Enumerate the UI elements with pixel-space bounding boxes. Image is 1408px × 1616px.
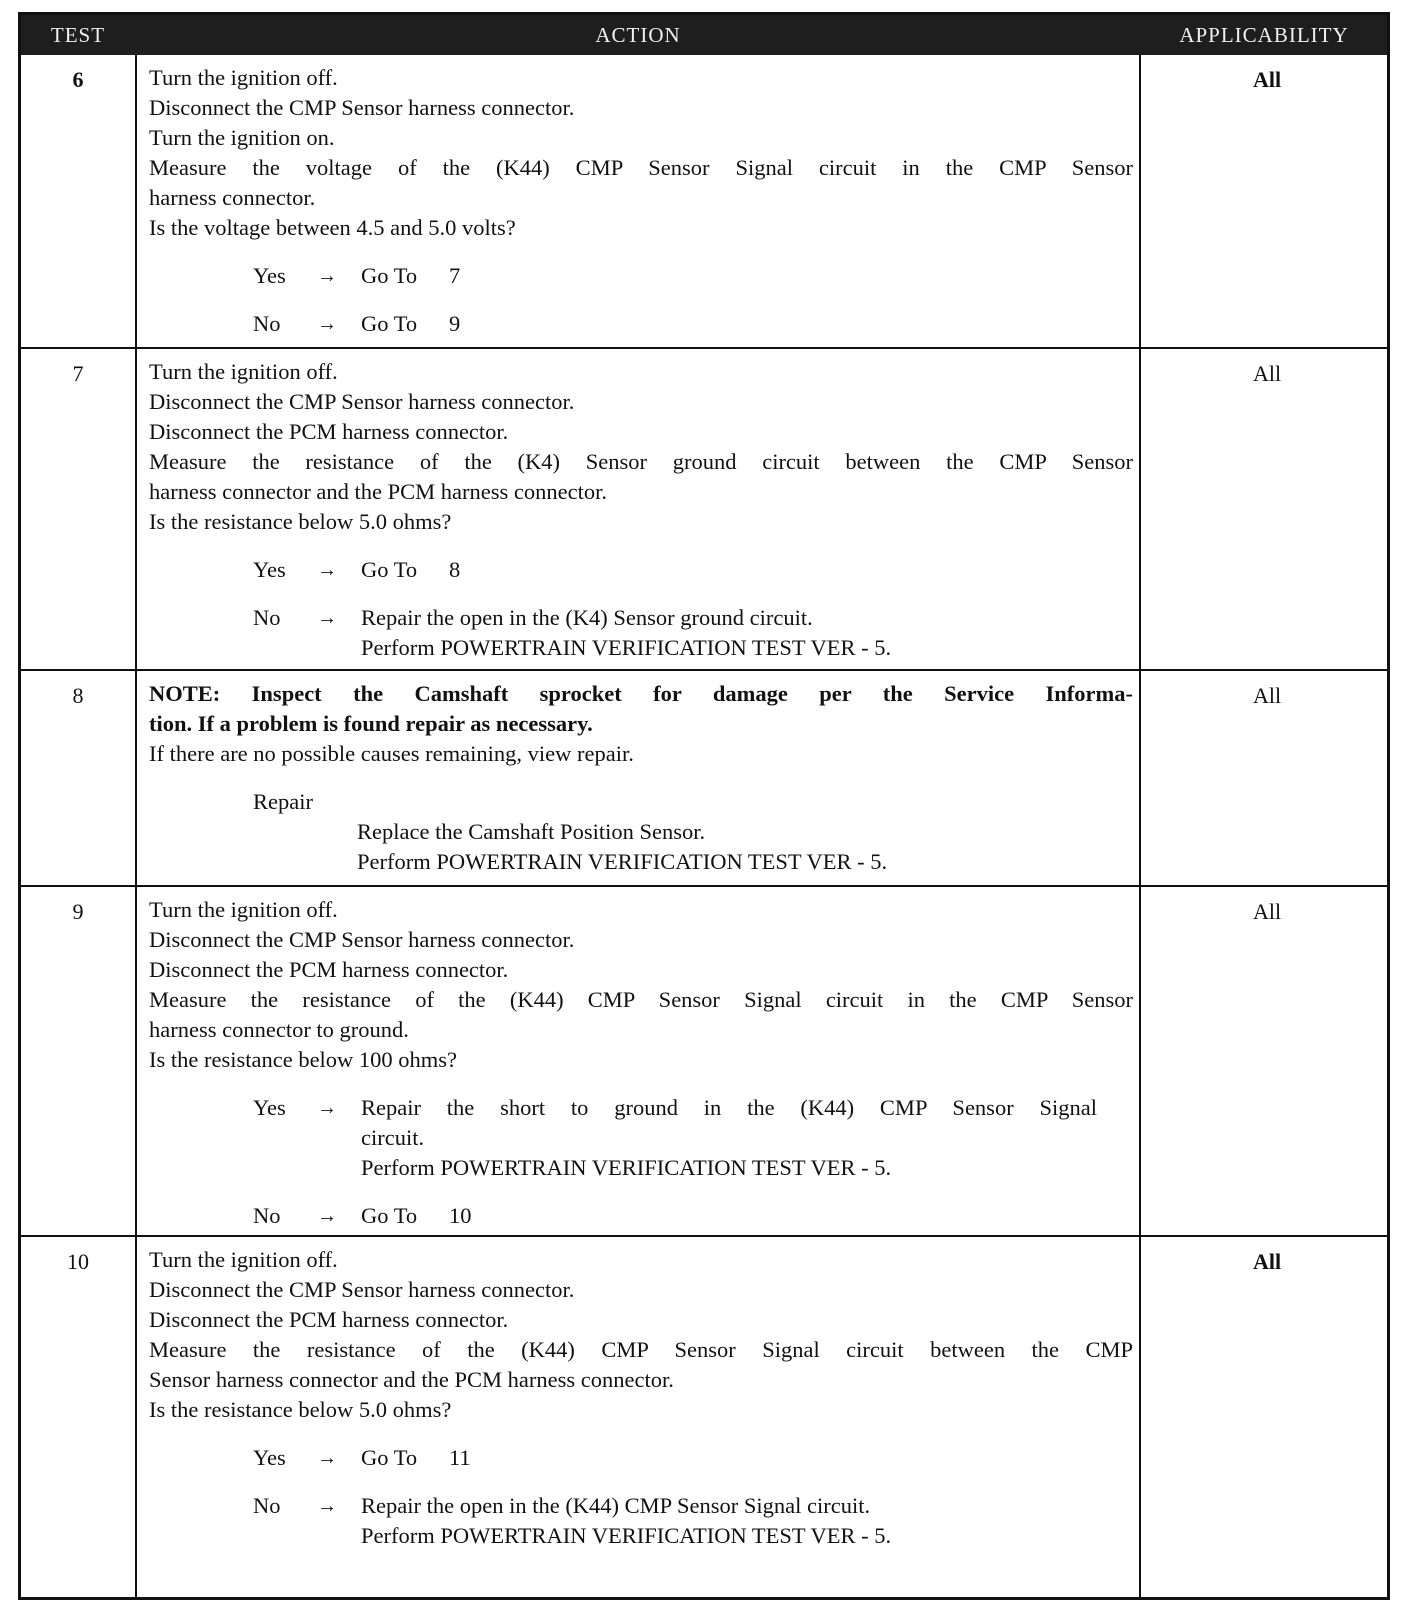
yes-label: Yes [253, 263, 286, 288]
goto-text: Go To [361, 1445, 418, 1470]
action-line: Measure the resistance of the (K44) CMP Sensor Signal circuit between the CMP [149, 1337, 1133, 1362]
repair-line: Perform POWERTRAIN VERIFICATION TEST VER - 5. [357, 849, 888, 874]
goto-target: 7 [449, 263, 461, 288]
arrow-icon: → [317, 313, 337, 335]
applicability-value: All [1252, 361, 1282, 386]
header-applicability: APPLICABILITY [1179, 23, 1349, 47]
action-line: Turn the ignition off. [149, 65, 338, 90]
action-cell [149, 63, 1133, 339]
note-line: tion. If a problem is found repair as necessary. [149, 711, 593, 736]
action-line: Measure the resistance of the (K44) CMP Sensor Signal circuit in the CMP Sensor [149, 987, 1133, 1012]
note-line: NOTE: Inspect the Camshaft sprocket for damage per the Service Informa- [149, 681, 1133, 706]
applicability-value: All [1252, 899, 1282, 924]
applicability-value: All [1252, 683, 1282, 708]
action-line: Sensor harness connector and the PCM harness connector. [149, 1367, 674, 1392]
arrow-icon: → [317, 1205, 337, 1227]
arrow-icon: → [317, 607, 337, 629]
action-line: Disconnect the CMP Sensor harness connector. [149, 389, 575, 414]
test-number: 10 [67, 1249, 89, 1274]
goto-text: Go To [361, 557, 418, 582]
arrow-icon: → [317, 559, 337, 581]
no-label: No [253, 1493, 281, 1518]
result-line: circuit. [361, 1125, 425, 1150]
table-row [21, 669, 1387, 885]
goto-target: 11 [449, 1445, 471, 1470]
action-line: Measure the resistance of the (K4) Sensor ground circuit between the CMP Sensor [149, 449, 1133, 474]
test-number: 8 [72, 683, 84, 708]
goto-target: 8 [449, 557, 461, 582]
action-line: Turn the ignition on. [149, 125, 335, 150]
goto-target: 10 [449, 1203, 472, 1228]
action-line: Disconnect the CMP Sensor harness connector. [149, 927, 575, 952]
action-line: Disconnect the CMP Sensor harness connector. [149, 1277, 575, 1302]
test-number: 9 [72, 899, 84, 924]
action-line: If there are no possible causes remaining, view repair. [149, 741, 634, 766]
result-line: Perform POWERTRAIN VERIFICATION TEST VER - 5. [361, 635, 892, 660]
result-line: Repair the open in the (K44) CMP Sensor Signal circuit. [361, 1493, 871, 1518]
yes-answer [149, 1093, 1133, 1183]
action-line: Disconnect the PCM harness connector. [149, 957, 509, 982]
action-cell [149, 679, 1133, 877]
repair-label: Repair [253, 789, 313, 814]
arrow-icon: → [317, 1097, 337, 1119]
action-line: Is the resistance below 5.0 ohms? [149, 1397, 452, 1422]
yes-label: Yes [253, 1095, 286, 1120]
action-line: Measure the voltage of the (K44) CMP Sensor Signal circuit in the CMP Sensor [149, 155, 1133, 180]
action-cell [149, 357, 1133, 663]
yes-label: Yes [253, 557, 286, 582]
header-test: TEST [50, 23, 106, 47]
action-line: Turn the ignition off. [149, 359, 338, 384]
table-row [21, 55, 1387, 349]
applicability-value: All [1252, 1249, 1282, 1274]
result-line: Perform POWERTRAIN VERIFICATION TEST VER - 5. [361, 1523, 892, 1548]
table-row [21, 1235, 1387, 1597]
arrow-icon: → [317, 1447, 337, 1469]
action-cell [149, 895, 1133, 1231]
header-action: ACTION [595, 23, 681, 47]
no-label: No [253, 311, 281, 336]
no-answer [149, 603, 1133, 663]
applicability-value: All [1252, 67, 1282, 92]
table-row [21, 885, 1387, 1235]
action-line: harness connector to ground. [149, 1017, 409, 1042]
no-answer [149, 1201, 1133, 1231]
action-line: Is the resistance below 100 ohms? [149, 1047, 458, 1072]
no-label: No [253, 605, 281, 630]
action-line: Is the voltage between 4.5 and 5.0 volts? [149, 215, 516, 240]
yes-answer [149, 1443, 1133, 1473]
result-line: Repair the short to ground in the (K44) CMP Sensor Signal [361, 1095, 1097, 1120]
result-line: Repair the open in the (K4) Sensor ground circuit. [361, 605, 813, 630]
repair-steps [357, 817, 1133, 877]
action-line: Is the resistance below 5.0 ohms? [149, 509, 452, 534]
goto-text: Go To [361, 311, 418, 336]
action-cell [149, 1245, 1133, 1551]
arrow-icon: → [317, 1495, 337, 1517]
no-answer [149, 1491, 1133, 1551]
action-line: Turn the ignition off. [149, 897, 338, 922]
table-header [21, 15, 1387, 55]
yes-label: Yes [253, 1445, 286, 1470]
result-line: Perform POWERTRAIN VERIFICATION TEST VER - 5. [361, 1155, 892, 1180]
action-line: harness connector and the PCM harness connector. [149, 479, 607, 504]
no-label: No [253, 1203, 281, 1228]
arrow-icon: → [317, 265, 337, 287]
yes-answer [149, 261, 1133, 291]
diagnostic-table [18, 12, 1390, 1600]
test-number: 6 [72, 67, 84, 92]
goto-target: 9 [449, 311, 461, 336]
yes-answer [149, 555, 1133, 585]
no-answer [149, 309, 1133, 339]
action-line: harness connector. [149, 185, 316, 210]
action-line: Turn the ignition off. [149, 1247, 338, 1272]
goto-text: Go To [361, 263, 418, 288]
repair-line: Replace the Camshaft Position Sensor. [357, 819, 706, 844]
goto-text: Go To [361, 1203, 418, 1228]
table-row [21, 347, 1387, 669]
action-line: Disconnect the CMP Sensor harness connector. [149, 95, 575, 120]
test-number: 7 [72, 361, 84, 386]
action-line: Disconnect the PCM harness connector. [149, 419, 509, 444]
action-line: Disconnect the PCM harness connector. [149, 1307, 509, 1332]
